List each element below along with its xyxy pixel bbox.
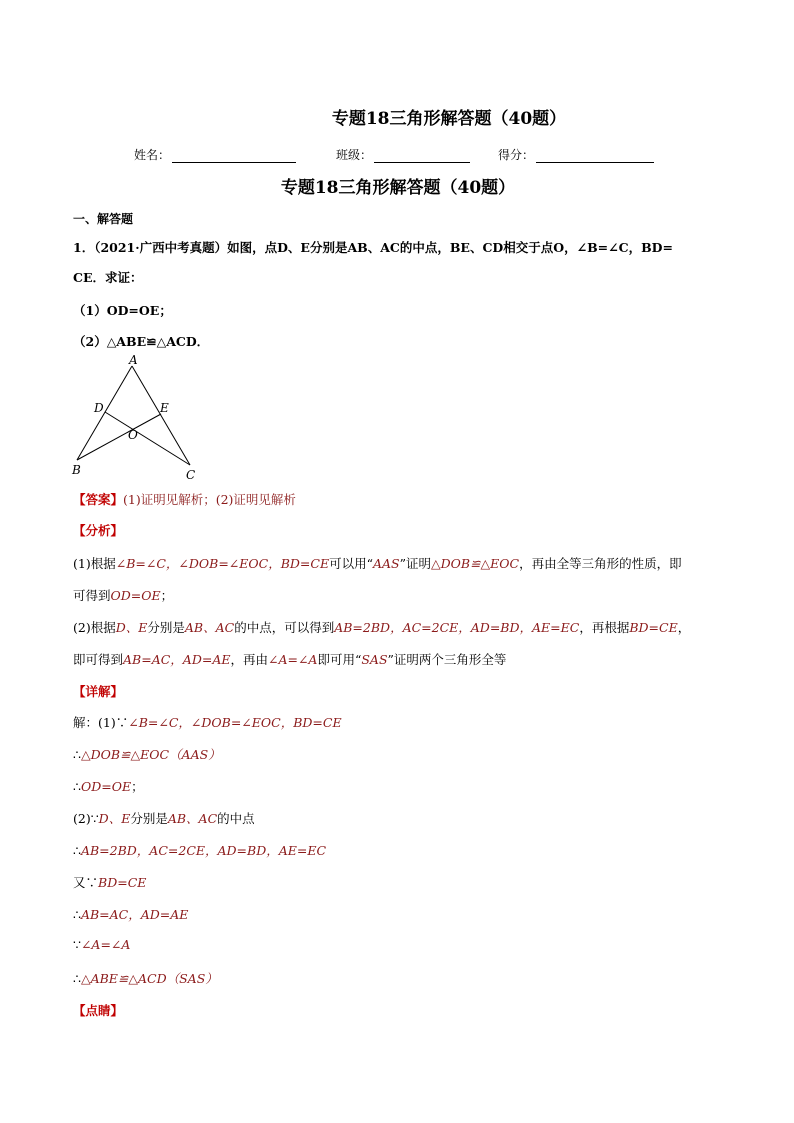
name-blank[interactable] xyxy=(172,151,296,163)
question-line-2: CE．求证： xyxy=(73,270,143,285)
score-blank[interactable] xyxy=(536,151,654,163)
question-line-1: 1．（2021·广西中考真题）如图，点D、E分别是AB、AC的中点，BE、CD相交于点O，∠B=∠C，BD= xyxy=(73,240,673,255)
analysis-line-3: (2)根据D、E分别是AB、AC的中点，可以得到AB=2BD，AC=2CE，AD=BD，AE=EC，再根据BD=CE， xyxy=(73,620,691,635)
name-field: 姓名： xyxy=(134,146,296,163)
analysis-line-4: 即可得到AB=AC，AD=AE，再由∠A=∠A即可用“SAS”证明两个三角形全等 xyxy=(73,652,507,667)
label-d: D xyxy=(94,401,104,415)
detail-line-8: ∵∠A=∠A xyxy=(73,937,131,952)
question-part-1: （1）OD=OE； xyxy=(73,303,172,318)
answer-line: 【答案】(1)证明见解析；(2)证明见解析 xyxy=(73,492,296,507)
class-field: 班级： xyxy=(336,146,470,163)
analysis-line-2: 可得到OD=OE； xyxy=(73,588,174,603)
label-c: C xyxy=(186,468,196,482)
detail-line-7: ∴AB=AC，AD=AE xyxy=(73,907,189,922)
detail-line-5: ∴AB=2BD，AC=2CE，AD=BD，AE=EC xyxy=(73,843,327,858)
score-field: 得分： xyxy=(498,146,654,163)
analysis-tag: 【分析】 xyxy=(73,523,124,538)
label-o: O xyxy=(128,428,138,442)
detail-line-6: 又∵BD=CE xyxy=(73,875,147,890)
label-b: B xyxy=(72,463,81,477)
label-e: E xyxy=(160,401,169,415)
question-part-2: （2）△ABE≌△ACD． xyxy=(73,334,210,349)
page-header-title: 专题18三角形解答题（40题） xyxy=(331,109,567,129)
detail-line-3: ∴OD=OE； xyxy=(73,779,144,794)
class-blank[interactable] xyxy=(374,151,470,163)
label-a: A xyxy=(129,353,138,367)
section-heading: 一、解答题 xyxy=(73,212,134,226)
detail-line-1: 解：(1)∵∠B=∠C，∠DOB=∠EOC，BD=CE xyxy=(73,715,342,730)
document-title: 专题18三角形解答题（40题） xyxy=(280,178,516,198)
comment-tag: 【点睛】 xyxy=(73,1003,124,1018)
detail-line-9: ∴△ABE≌△ACD（SAS） xyxy=(73,971,218,986)
analysis-line-1: (1)根据∠B=∠C，∠DOB=∠EOC，BD=CE可以用“AAS”证明△DOB≌△EOC，再由全等三角形的性质，即 xyxy=(73,556,682,571)
detail-tag: 【详解】 xyxy=(73,684,124,699)
detail-line-4: (2)∵D、E分别是AB、AC的中点 xyxy=(73,811,255,826)
triangle-figure xyxy=(60,350,220,485)
detail-line-2: ∴△DOB≌△EOC（AAS） xyxy=(73,747,221,762)
